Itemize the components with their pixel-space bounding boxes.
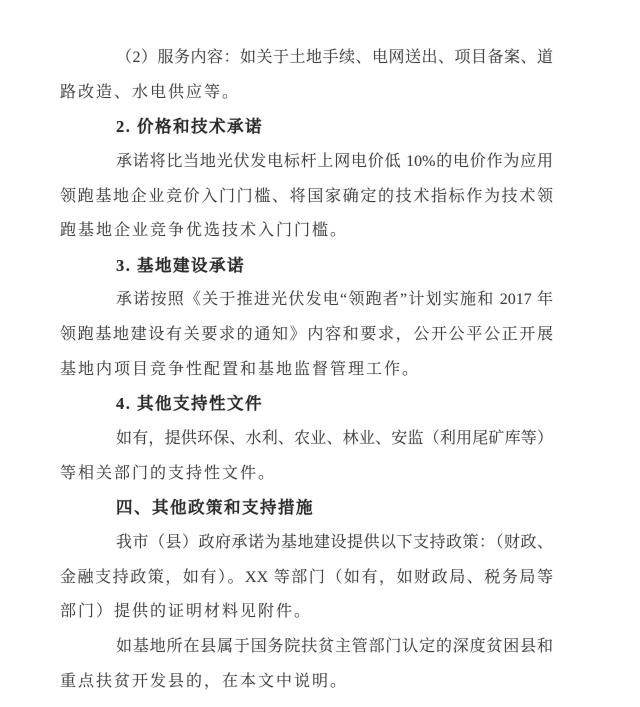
body-line-11: 我市（县）政府承诺为基地建设提供以下支持政策：（财政、 bbox=[116, 533, 553, 551]
body-line-3: 承诺将比当地光伏发电标杆上网电价低 10%的电价作为应用 bbox=[116, 152, 553, 170]
body-line-7: 领跑基地建设有关要求的通知》内容和要求，公开公平公正开展 bbox=[60, 326, 553, 344]
body-line-15: 重点扶贫开发县的，在本文中说明。 bbox=[60, 672, 349, 690]
body-line-8: 基地内项目竞争性配置和基地监督管理工作。 bbox=[60, 360, 421, 378]
subsection-heading-other-docs: 4. 其他支持性文件 bbox=[116, 394, 263, 414]
body-line-14: 如基地所在县属于国务院扶贫主管部门认定的深度贫困县和 bbox=[116, 637, 553, 655]
subsection-heading-base-build: 3. 基地建设承诺 bbox=[116, 255, 245, 275]
body-line-5: 跑基地企业竞争优选技术入门门槛。 bbox=[60, 222, 349, 240]
body-line-6: 承诺按照《关于推进光伏发电“领跑者”计划实施和 2017 年 bbox=[116, 291, 553, 309]
body-line-12: 金融支持政策，如有）。XX 等部门（如有，如财政局、税务局等 bbox=[60, 568, 553, 586]
subsection-heading-price-tech: 2. 价格和技术承诺 bbox=[116, 117, 263, 137]
body-line-2: 路改造、水电供应等。 bbox=[60, 83, 241, 101]
body-line-13: 部门）提供的证明材料见附件。 bbox=[60, 603, 313, 621]
body-line-9: 如有，提供环保、水利、农业、林业、安监（利用尾矿库等） bbox=[116, 430, 553, 448]
section-heading-other-policies: 四、其他政策和支持措施 bbox=[116, 499, 314, 518]
body-line-10: 等相关部门的支持性文件。 bbox=[60, 464, 277, 482]
body-line-1: （2）服务内容：如关于土地手续、电网送出、项目备案、道 bbox=[116, 49, 553, 66]
body-line-4: 领跑基地企业竞价入门门槛、将国家确定的技术指标作为技术领 bbox=[60, 187, 553, 205]
document-content bbox=[60, 41, 553, 699]
